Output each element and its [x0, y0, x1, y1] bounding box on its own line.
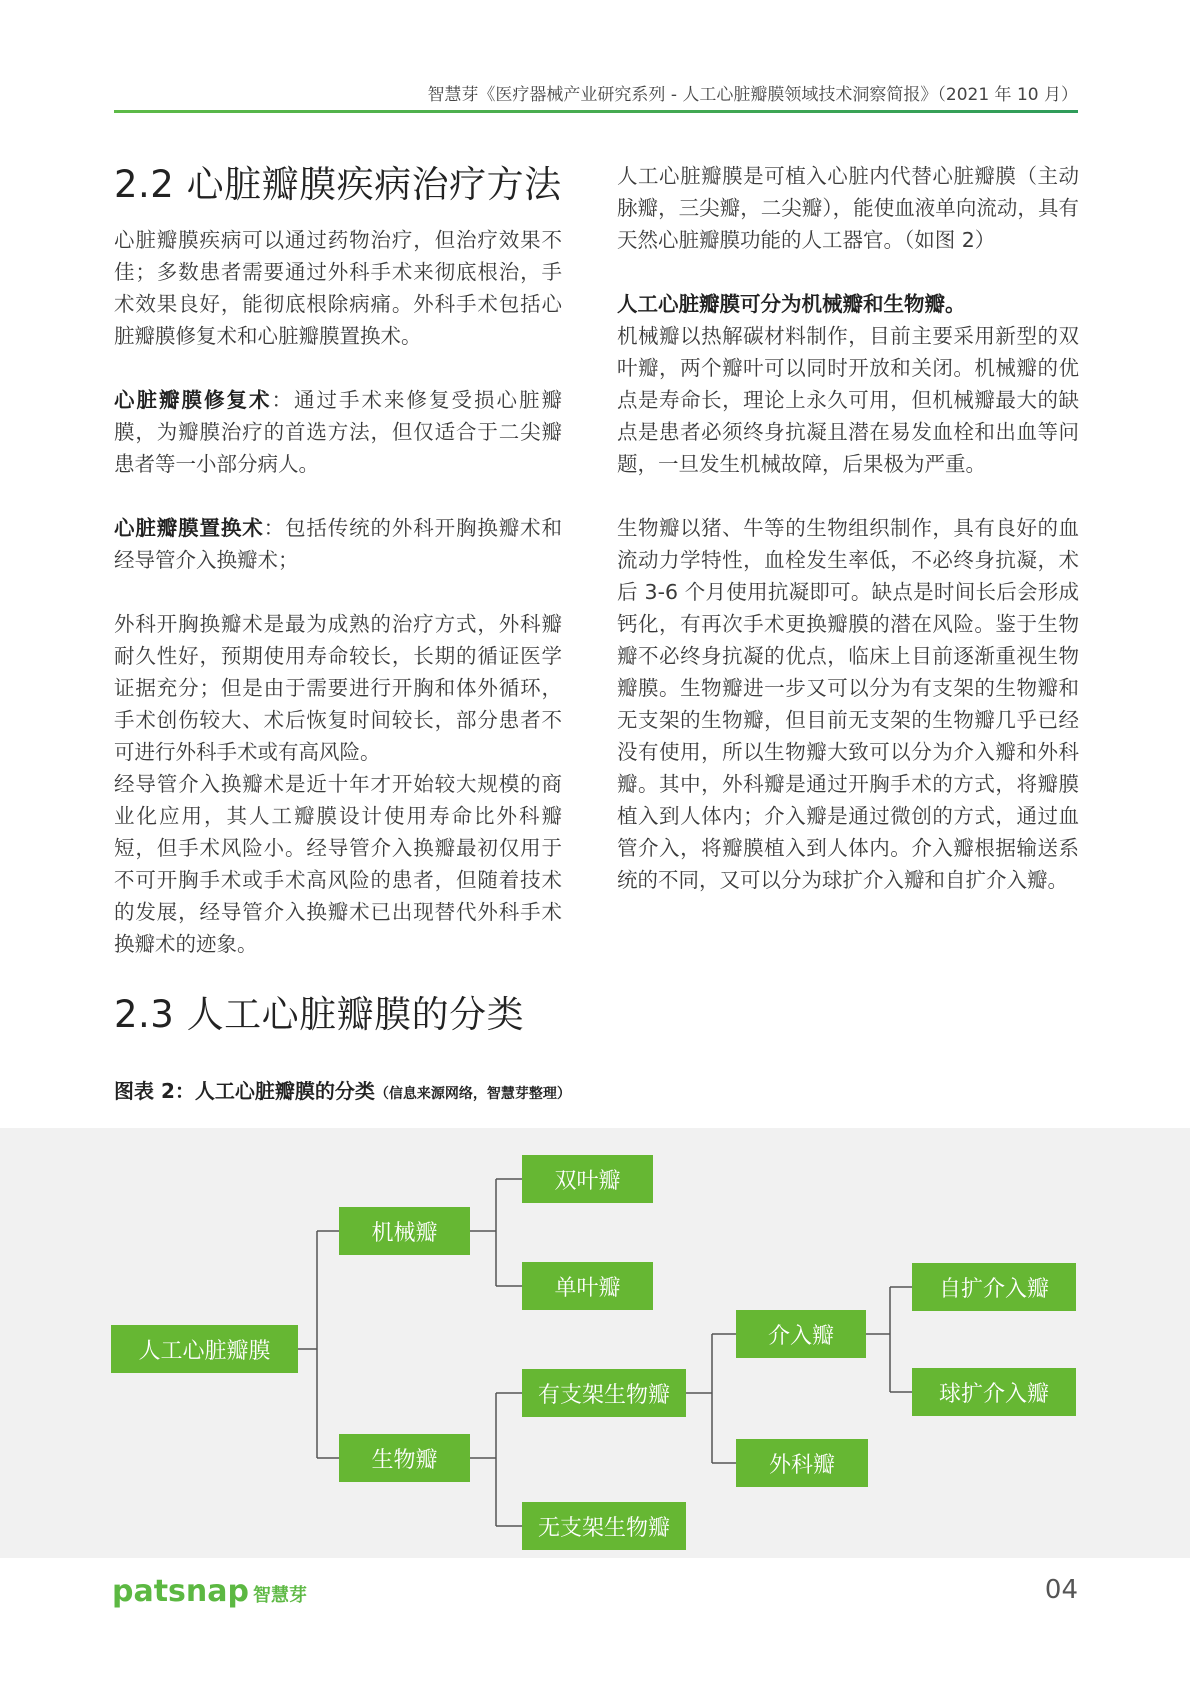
biological-paragraph: 生物瓣以猪、牛等的生物组织制作，具有良好的血流动力学特性，血栓发生率低，不必终身抗凝，术后 3-6 个月使用抗凝即可。缺点是时间长后会形成钙化，有再次手术更换瓣膜的潜在风险。鉴于生物瓣不必终身抗凝的优点，临床上目前逐渐重视生物瓣膜。生物瓣进一步又可以分为有支架的生物瓣和无支架的生物瓣，但目前无支架的生物瓣几乎已经没有使用，所以生物瓣大致可以分为介入瓣和外科瓣。其中，外科瓣是通过开胸手术的方式，将瓣膜植入到人体内；介入瓣是通过微创的方式，通过血管介入，将瓣膜植入到人体内。介入瓣根据输送系统的不同，又可以分为球扩介入瓣和自扩介入瓣。: [617, 516, 1079, 892]
node-single-leaflet-valve: 单叶瓣: [522, 1262, 653, 1310]
figure-caption-source: （信息来源网络，智慧芽整理）: [374, 1086, 571, 1102]
node-surgical-valve: 外科瓣: [736, 1439, 868, 1487]
node-balloon-expanding-valve: 球扩介入瓣: [912, 1368, 1076, 1416]
node-bileaflet-valve: 双叶瓣: [522, 1155, 653, 1203]
logo-chinese: 智慧芽: [253, 1585, 307, 1606]
surgical-paragraph: 外科开胸换瓣术是最为成熟的治疗方式，外科瓣耐久性好，预期使用寿命较长，长期的循证医学证据充分；但是由于需要进行开胸和体外循环，手术创伤较大、术后恢复时间较长，部分患者不可进行外科手术或有高风险。: [114, 612, 562, 764]
right-column: [617, 160, 1079, 896]
node-biological-valve: 生物瓣: [339, 1434, 470, 1482]
transcatheter-paragraph: 经导管介入换瓣术是近十年才开始较大规模的商业化应用，其人工瓣膜设计使用寿命比外科瓣短，但手术风险小。经导管介入换瓣最初仅用于不可开胸手术或手术高风险的患者，但随着技术的发展，经导管介入换瓣术已出现替代外科手术换瓣术的迹象。: [114, 772, 562, 956]
figure-caption-title: 图表 2：人工心脏瓣膜的分类: [114, 1079, 375, 1103]
left-column: [114, 160, 562, 960]
replace-paragraph: [114, 512, 562, 576]
node-stentless-bio-valve: 无支架生物瓣: [522, 1502, 686, 1550]
node-artificial-valve: 人工心脏瓣膜: [111, 1325, 298, 1373]
section-2-3-title: 2.3 人工心脏瓣膜的分类: [114, 993, 525, 1036]
header-title: 智慧芽《医疗器械产业研究系列 - 人工心脏瓣膜领域技术洞察简报》（2021 年 10 月）: [427, 85, 1078, 105]
node-stented-bio-valve: 有支架生物瓣: [522, 1369, 686, 1417]
page-number: 04: [1044, 1575, 1078, 1605]
repair-term: 心脏瓣膜修复术: [114, 388, 272, 412]
repair-paragraph: [114, 384, 562, 480]
classification-diagram: [0, 1128, 1190, 1558]
classify-heading-text: 人工心脏瓣膜可分为机械瓣和生物瓣。: [617, 292, 966, 316]
logo-latin: patsnap: [112, 1574, 249, 1609]
node-mechanical-valve: 机械瓣: [339, 1207, 470, 1255]
header-divider: [114, 110, 1078, 113]
figure-caption: [114, 1075, 571, 1104]
treatment-intro: 心脏瓣膜疾病可以通过药物治疗，但治疗效果不佳；多数患者需要通过外科手术来彻底根治，手术效果良好，能彻底根除病痛。外科手术包括心脏瓣膜修复术和心脏瓣膜置换术。: [114, 228, 562, 348]
section-2-2-title: 2.2 心脏瓣膜疾病治疗方法: [114, 163, 562, 206]
node-self-expanding-valve: 自扩介入瓣: [912, 1263, 1076, 1311]
node-interventional-valve: 介入瓣: [736, 1310, 866, 1358]
patsnap-logo: [112, 1574, 307, 1609]
mechanical-paragraph: 机械瓣以热解碳材料制作，目前主要采用新型的双叶瓣，两个瓣叶可以同时开放和关闭。机械瓣的优点是寿命长，理论上永久可用，但机械瓣最大的缺点是患者必须终身抗凝且潜在易发血栓和出血等问题，一旦发生机械故障，后果极为严重。: [617, 324, 1079, 476]
replace-text: ：包括传统的外科开胸换瓣术和经导管介入换瓣术；: [114, 516, 562, 572]
replace-term: 心脏瓣膜置换术: [114, 516, 264, 540]
classify-heading: [617, 288, 1079, 320]
repair-text: ：通过手术来修复受损心脏瓣膜，为瓣膜治疗的首选方法，但仅适合于二尖瓣患者等一小部分病人。: [114, 388, 562, 476]
valve-definition: 人工心脏瓣膜是可植入心脏内代替心脏瓣膜（主动脉瓣，三尖瓣，二尖瓣），能使血液单向流动，具有天然心脏瓣膜功能的人工器官。（如图 2）: [617, 164, 1079, 252]
